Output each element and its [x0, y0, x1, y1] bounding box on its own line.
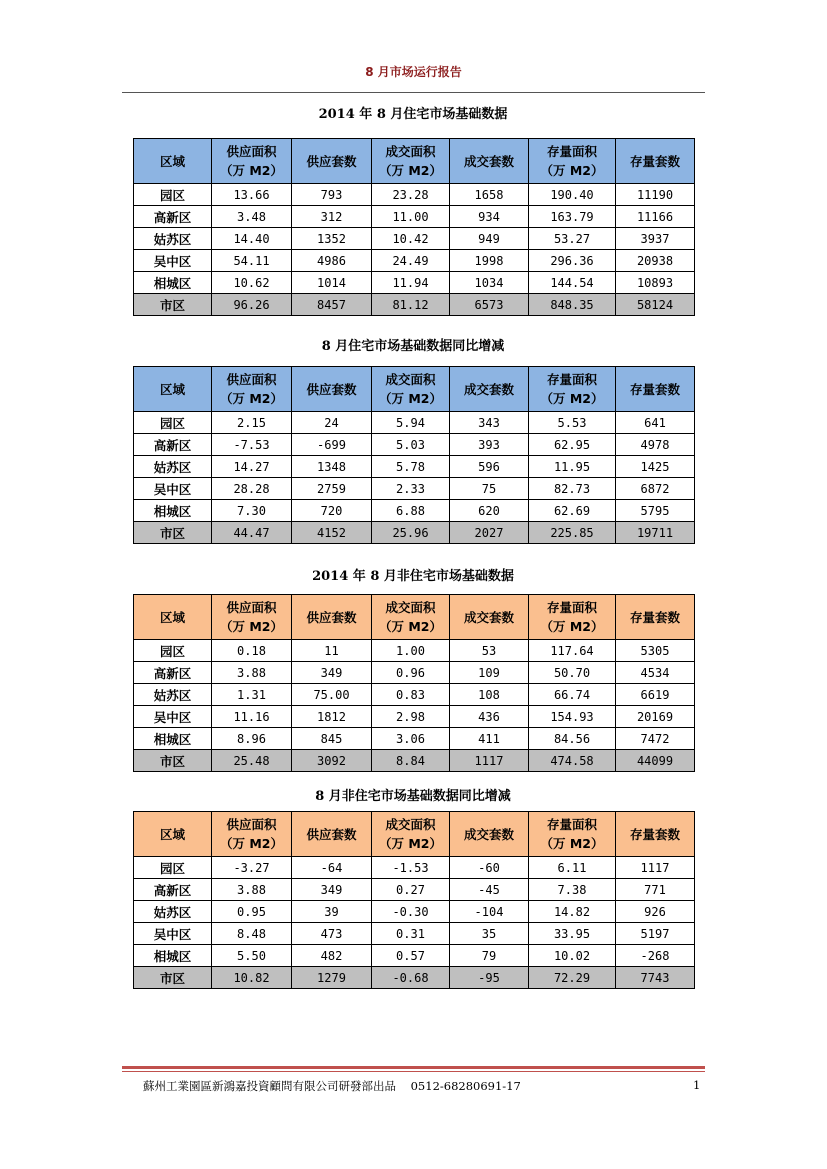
value-cell: 1998: [450, 250, 529, 272]
column-header: 供应面积 （万 M2）: [212, 595, 292, 640]
value-cell: 72.29: [529, 967, 616, 989]
region-cell: 高新区: [134, 662, 212, 684]
region-cell: 吴中区: [134, 250, 212, 272]
value-cell: 1014: [292, 272, 372, 294]
value-cell: 11166: [616, 206, 695, 228]
value-cell: 848.35: [529, 294, 616, 316]
table-row: [134, 857, 695, 879]
value-cell: 5305: [616, 640, 695, 662]
value-cell: 225.85: [529, 522, 616, 544]
value-cell: 10.42: [372, 228, 450, 250]
value-cell: 25.96: [372, 522, 450, 544]
value-cell: 11.95: [529, 456, 616, 478]
value-cell: 5.94: [372, 412, 450, 434]
value-cell: -64: [292, 857, 372, 879]
value-cell: 7.38: [529, 879, 616, 901]
value-cell: 11.94: [372, 272, 450, 294]
table-row: [134, 662, 695, 684]
region-cell: 相城区: [134, 500, 212, 522]
value-cell: 1117: [450, 750, 529, 772]
table-header-row: [134, 367, 695, 412]
value-cell: 54.11: [212, 250, 292, 272]
column-header: 区域: [134, 139, 212, 184]
table-row: [134, 923, 695, 945]
value-cell: -7.53: [212, 434, 292, 456]
table-row: [134, 250, 695, 272]
region-cell: 园区: [134, 412, 212, 434]
region-cell: 吴中区: [134, 706, 212, 728]
column-header: 存量套数: [616, 595, 695, 640]
table-title-nonresidential: 2014 年 8 月非住宅市场基础数据: [312, 569, 514, 584]
value-cell: -45: [450, 879, 529, 901]
region-cell: 市区: [134, 750, 212, 772]
column-header: 存量套数: [616, 812, 695, 857]
value-cell: 2.15: [212, 412, 292, 434]
value-cell: 926: [616, 901, 695, 923]
value-cell: 5795: [616, 500, 695, 522]
region-cell: 高新区: [134, 434, 212, 456]
header-divider: [122, 92, 705, 93]
column-header: 区域: [134, 812, 212, 857]
value-cell: 53: [450, 640, 529, 662]
table-total-row: [134, 522, 695, 544]
value-cell: 8.48: [212, 923, 292, 945]
value-cell: 20938: [616, 250, 695, 272]
value-cell: 8.96: [212, 728, 292, 750]
value-cell: 0.83: [372, 684, 450, 706]
column-header: 供应套数: [292, 139, 372, 184]
value-cell: 163.79: [529, 206, 616, 228]
value-cell: 482: [292, 945, 372, 967]
value-cell: 1117: [616, 857, 695, 879]
value-cell: 3937: [616, 228, 695, 250]
table-row: [134, 879, 695, 901]
value-cell: 3.88: [212, 879, 292, 901]
residential-yoy-table: [133, 366, 695, 544]
value-cell: 845: [292, 728, 372, 750]
value-cell: -60: [450, 857, 529, 879]
value-cell: 28.28: [212, 478, 292, 500]
value-cell: 75.00: [292, 684, 372, 706]
region-cell: 姑苏区: [134, 901, 212, 923]
value-cell: 4978: [616, 434, 695, 456]
column-header: 供应面积 （万 M2）: [212, 139, 292, 184]
value-cell: 949: [450, 228, 529, 250]
value-cell: 436: [450, 706, 529, 728]
table-title-residential-yoy: 8 月住宅市场基础数据同比增减: [321, 339, 505, 354]
value-cell: 35: [450, 923, 529, 945]
column-header: 区域: [134, 595, 212, 640]
region-cell: 园区: [134, 640, 212, 662]
table-row: [134, 228, 695, 250]
value-cell: 3092: [292, 750, 372, 772]
table-row: [134, 434, 695, 456]
value-cell: 620: [450, 500, 529, 522]
value-cell: 349: [292, 662, 372, 684]
value-cell: 5197: [616, 923, 695, 945]
value-cell: -3.27: [212, 857, 292, 879]
region-cell: 姑苏区: [134, 456, 212, 478]
value-cell: 296.36: [529, 250, 616, 272]
column-header: 成交套数: [450, 367, 529, 412]
value-cell: 8457: [292, 294, 372, 316]
value-cell: -95: [450, 967, 529, 989]
table-row: [134, 456, 695, 478]
column-header: 存量面积 （万 M2）: [529, 812, 616, 857]
column-header: 成交套数: [450, 812, 529, 857]
table-row: [134, 901, 695, 923]
value-cell: 39: [292, 901, 372, 923]
value-cell: 79: [450, 945, 529, 967]
column-header: 成交套数: [450, 139, 529, 184]
value-cell: 10.62: [212, 272, 292, 294]
value-cell: 0.96: [372, 662, 450, 684]
value-cell: 1812: [292, 706, 372, 728]
value-cell: 24: [292, 412, 372, 434]
value-cell: 1658: [450, 184, 529, 206]
table-row: [134, 684, 695, 706]
value-cell: 66.74: [529, 684, 616, 706]
value-cell: 6.11: [529, 857, 616, 879]
value-cell: 0.95: [212, 901, 292, 923]
value-cell: 53.27: [529, 228, 616, 250]
value-cell: 1425: [616, 456, 695, 478]
value-cell: 117.64: [529, 640, 616, 662]
region-cell: 相城区: [134, 272, 212, 294]
value-cell: 154.93: [529, 706, 616, 728]
value-cell: -104: [450, 901, 529, 923]
table-title-nonresidential-yoy: 8 月非住宅市场基础数据同比增减: [315, 789, 511, 804]
column-header: 供应面积 （万 M2）: [212, 367, 292, 412]
footer-divider-thick: [122, 1066, 705, 1069]
value-cell: 793: [292, 184, 372, 206]
value-cell: 6.88: [372, 500, 450, 522]
value-cell: 1279: [292, 967, 372, 989]
value-cell: 19711: [616, 522, 695, 544]
table-header-row: [134, 595, 695, 640]
nonresidential-yoy-table: [133, 811, 695, 989]
region-cell: 姑苏区: [134, 228, 212, 250]
value-cell: 24.49: [372, 250, 450, 272]
value-cell: 473: [292, 923, 372, 945]
table-row: [134, 478, 695, 500]
value-cell: 144.54: [529, 272, 616, 294]
region-cell: 吴中区: [134, 923, 212, 945]
table-row: [134, 945, 695, 967]
value-cell: 6872: [616, 478, 695, 500]
value-cell: 8.84: [372, 750, 450, 772]
value-cell: 13.66: [212, 184, 292, 206]
page-header-title: 8 月市场运行报告: [365, 65, 462, 79]
table-total-row: [134, 294, 695, 316]
value-cell: 349: [292, 879, 372, 901]
table-total-row: [134, 967, 695, 989]
region-cell: 市区: [134, 522, 212, 544]
region-cell: 姑苏区: [134, 684, 212, 706]
table-row: [134, 640, 695, 662]
table-row: [134, 412, 695, 434]
value-cell: 343: [450, 412, 529, 434]
region-cell: 高新区: [134, 879, 212, 901]
value-cell: 11.00: [372, 206, 450, 228]
value-cell: 11190: [616, 184, 695, 206]
value-cell: 20169: [616, 706, 695, 728]
region-cell: 市区: [134, 294, 212, 316]
value-cell: 934: [450, 206, 529, 228]
column-header: 成交面积 （万 M2）: [372, 367, 450, 412]
table-header-row: [134, 139, 695, 184]
value-cell: 10.02: [529, 945, 616, 967]
column-header: 成交面积 （万 M2）: [372, 595, 450, 640]
value-cell: 44.47: [212, 522, 292, 544]
value-cell: 1352: [292, 228, 372, 250]
value-cell: 25.48: [212, 750, 292, 772]
column-header: 供应套数: [292, 595, 372, 640]
value-cell: 5.03: [372, 434, 450, 456]
column-header: 存量套数: [616, 139, 695, 184]
value-cell: 82.73: [529, 478, 616, 500]
column-header: 供应面积 （万 M2）: [212, 812, 292, 857]
value-cell: 720: [292, 500, 372, 522]
value-cell: 5.50: [212, 945, 292, 967]
value-cell: 596: [450, 456, 529, 478]
value-cell: 84.56: [529, 728, 616, 750]
table-total-row: [134, 750, 695, 772]
value-cell: 393: [450, 434, 529, 456]
value-cell: -0.30: [372, 901, 450, 923]
value-cell: -268: [616, 945, 695, 967]
value-cell: 109: [450, 662, 529, 684]
value-cell: 11: [292, 640, 372, 662]
value-cell: -699: [292, 434, 372, 456]
value-cell: 58124: [616, 294, 695, 316]
value-cell: 62.69: [529, 500, 616, 522]
region-cell: 园区: [134, 857, 212, 879]
value-cell: 771: [616, 879, 695, 901]
value-cell: 10893: [616, 272, 695, 294]
column-header: 成交面积 （万 M2）: [372, 139, 450, 184]
value-cell: 0.18: [212, 640, 292, 662]
value-cell: 14.40: [212, 228, 292, 250]
column-header: 存量面积 （万 M2）: [529, 367, 616, 412]
value-cell: 62.95: [529, 434, 616, 456]
table-row: [134, 500, 695, 522]
value-cell: 14.27: [212, 456, 292, 478]
value-cell: 5.53: [529, 412, 616, 434]
region-cell: 相城区: [134, 945, 212, 967]
region-cell: 吴中区: [134, 478, 212, 500]
value-cell: 1.00: [372, 640, 450, 662]
value-cell: 4534: [616, 662, 695, 684]
nonresidential-table: [133, 594, 695, 772]
value-cell: 11.16: [212, 706, 292, 728]
value-cell: 2.98: [372, 706, 450, 728]
table-row: [134, 272, 695, 294]
value-cell: -0.68: [372, 967, 450, 989]
value-cell: 7.30: [212, 500, 292, 522]
value-cell: 641: [616, 412, 695, 434]
value-cell: 6619: [616, 684, 695, 706]
value-cell: 23.28: [372, 184, 450, 206]
value-cell: 14.82: [529, 901, 616, 923]
value-cell: 0.27: [372, 879, 450, 901]
value-cell: 1034: [450, 272, 529, 294]
value-cell: 81.12: [372, 294, 450, 316]
value-cell: 6573: [450, 294, 529, 316]
table-header-row: [134, 812, 695, 857]
column-header: 供应套数: [292, 367, 372, 412]
table-row: [134, 706, 695, 728]
value-cell: 3.06: [372, 728, 450, 750]
value-cell: 312: [292, 206, 372, 228]
column-header: 存量面积 （万 M2）: [529, 139, 616, 184]
value-cell: 411: [450, 728, 529, 750]
value-cell: 190.40: [529, 184, 616, 206]
value-cell: -1.53: [372, 857, 450, 879]
residential-table: [133, 138, 695, 316]
table-title-residential: 2014 年 8 月住宅市场基础数据: [318, 107, 508, 122]
footer-company-text: 蘇州工業園區新鴻嘉投資顧問有限公司研發部出品 0512-68280691-17: [143, 1079, 521, 1093]
region-cell: 市区: [134, 967, 212, 989]
table-row: [134, 184, 695, 206]
value-cell: 7743: [616, 967, 695, 989]
value-cell: 33.95: [529, 923, 616, 945]
column-header: 区域: [134, 367, 212, 412]
footer-divider-thin: [122, 1071, 705, 1072]
column-header: 存量面积 （万 M2）: [529, 595, 616, 640]
value-cell: 50.70: [529, 662, 616, 684]
value-cell: 44099: [616, 750, 695, 772]
value-cell: 4152: [292, 522, 372, 544]
value-cell: 4986: [292, 250, 372, 272]
column-header: 供应套数: [292, 812, 372, 857]
value-cell: 3.88: [212, 662, 292, 684]
value-cell: 7472: [616, 728, 695, 750]
column-header: 成交套数: [450, 595, 529, 640]
value-cell: 96.26: [212, 294, 292, 316]
column-header: 存量套数: [616, 367, 695, 412]
value-cell: 474.58: [529, 750, 616, 772]
value-cell: 1.31: [212, 684, 292, 706]
value-cell: 0.57: [372, 945, 450, 967]
value-cell: 0.31: [372, 923, 450, 945]
value-cell: 2759: [292, 478, 372, 500]
value-cell: 75: [450, 478, 529, 500]
table-row: [134, 728, 695, 750]
value-cell: 2027: [450, 522, 529, 544]
value-cell: 2.33: [372, 478, 450, 500]
column-header: 成交面积 （万 M2）: [372, 812, 450, 857]
table-row: [134, 206, 695, 228]
page-number: 1: [693, 1078, 701, 1092]
value-cell: 10.82: [212, 967, 292, 989]
region-cell: 园区: [134, 184, 212, 206]
value-cell: 5.78: [372, 456, 450, 478]
value-cell: 3.48: [212, 206, 292, 228]
region-cell: 高新区: [134, 206, 212, 228]
value-cell: 1348: [292, 456, 372, 478]
value-cell: 108: [450, 684, 529, 706]
region-cell: 相城区: [134, 728, 212, 750]
